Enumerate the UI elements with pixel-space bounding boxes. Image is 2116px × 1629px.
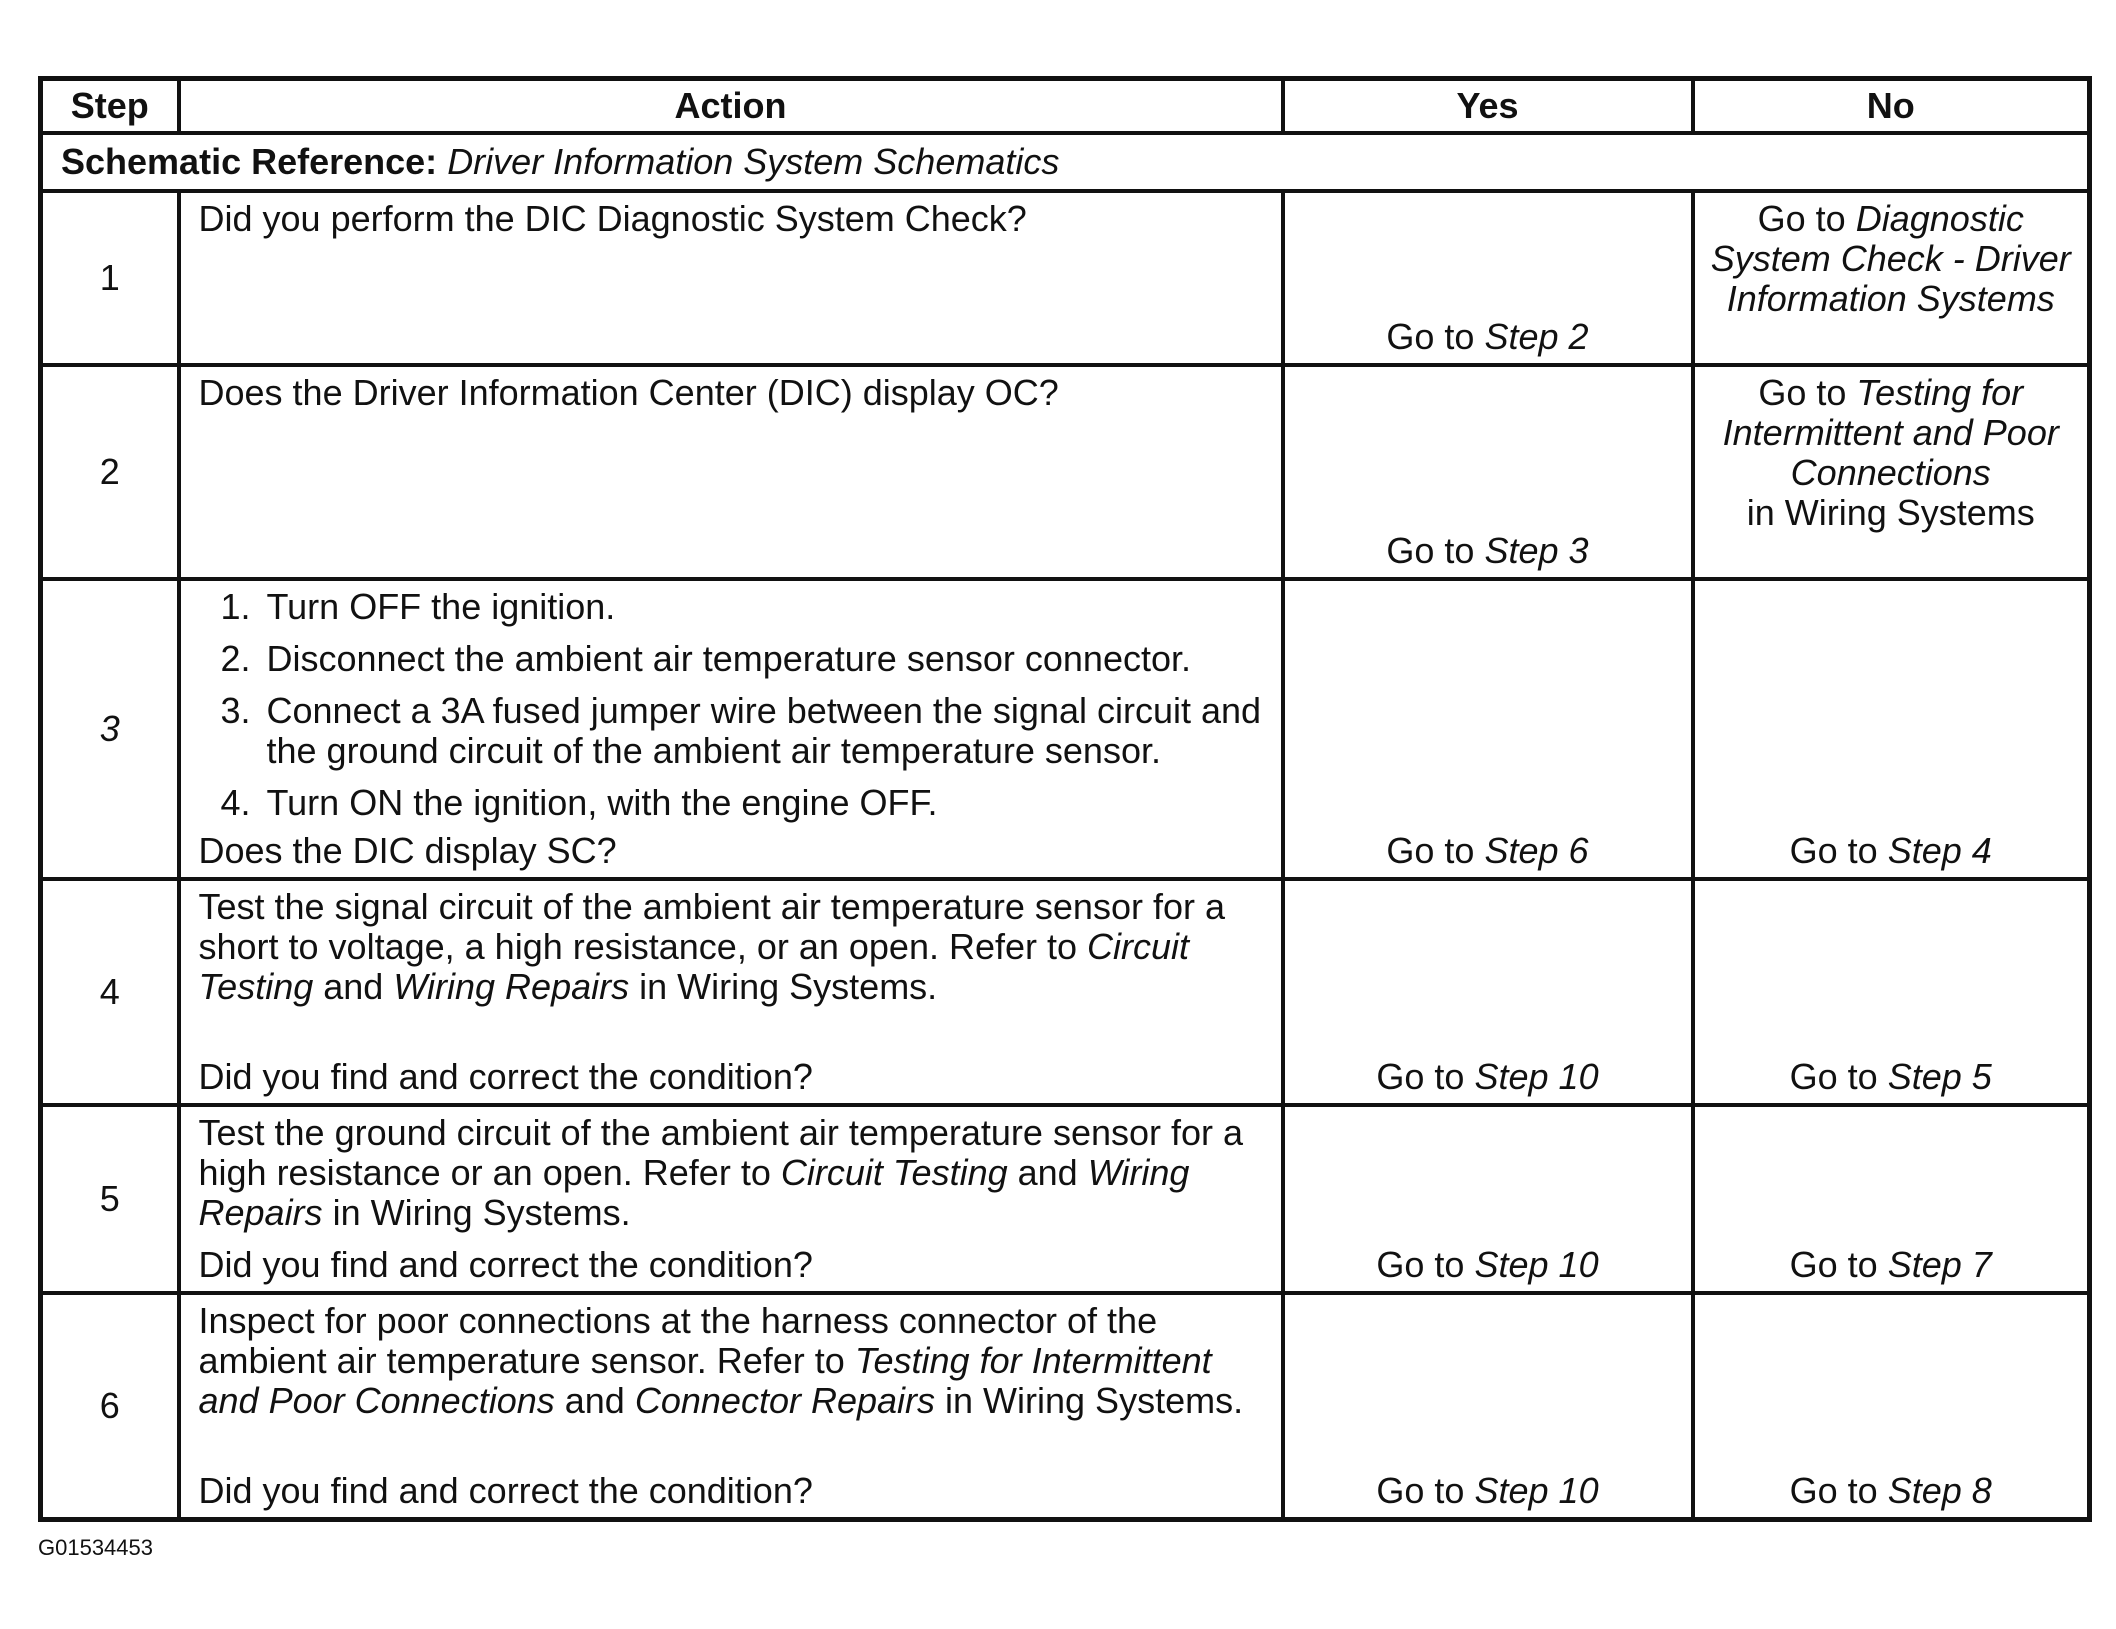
no-cell [1693, 579, 2090, 879]
go-to-label: Go to [1386, 830, 1475, 871]
table-row [41, 879, 2090, 1105]
substep-item: 4. Turn ON the ignition, with the engine OFF. [261, 783, 1263, 823]
go-to-label: Go to [1386, 530, 1475, 571]
step-number: 6 [41, 1293, 179, 1519]
no-suffix: in Wiring Systems [1746, 492, 2035, 533]
yes-cell [1283, 191, 1693, 365]
no-link[interactable]: Diagnostic System Check - Driver Information Systems [1710, 198, 2071, 319]
instruction-text: in Wiring Systems. [945, 1380, 1244, 1421]
yes-link[interactable]: Step 10 [1474, 1469, 1599, 1511]
instruction-text: in Wiring Systems. [639, 966, 938, 1007]
instruction-text: and [564, 1380, 625, 1421]
no-link[interactable]: Testing for Intermittent and Poor Connections [1722, 372, 2059, 493]
schematic-reference-label: Schematic Reference: [61, 141, 438, 182]
go-to-label: Go to [1789, 1469, 1878, 1511]
substep-item: 2. Disconnect the ambient air temperature sensor connector. [261, 639, 1263, 679]
action-cell [179, 191, 1283, 365]
schematic-reference [41, 133, 2090, 191]
action-instructions [199, 887, 1263, 1007]
yes-cell [1283, 1105, 1693, 1293]
no-cell [1693, 191, 2090, 365]
table-row [41, 1293, 2090, 1519]
step-number: 2 [41, 365, 179, 579]
go-to-label: Go to [1376, 1056, 1465, 1097]
reference-link[interactable]: Testing for Intermittent and Poor Connections [198, 1340, 1212, 1421]
action-question: Does the DIC display SC? [198, 830, 617, 871]
instruction-text: in Wiring Systems. [332, 1192, 631, 1233]
instruction-text: Test the ground circuit of the ambient air temperature sensor for a high resistance or an open. Refer to [198, 1112, 1244, 1193]
table-row [41, 1105, 2090, 1293]
no-link[interactable]: Step 5 [1887, 1056, 1992, 1097]
go-to-label: Go to [1789, 1244, 1878, 1285]
table-row [41, 579, 2090, 879]
header-row [41, 79, 2090, 134]
instruction-text: and [1017, 1152, 1078, 1193]
go-to-label: Go to [1376, 1244, 1465, 1285]
action-cell [179, 365, 1283, 579]
action-question: Does the Driver Information Center (DIC) display OC? [198, 372, 1059, 413]
no-link[interactable]: Step 7 [1887, 1244, 1992, 1285]
step-number: 3 [41, 579, 179, 879]
reference-link[interactable]: Circuit Testing [198, 926, 1190, 1007]
action-instructions [199, 1301, 1263, 1421]
instruction-text: Test the signal circuit of the ambient air temperature sensor for a short to voltage, a high resistance, or an open. Refer to [198, 886, 1225, 967]
yes-link[interactable]: Step 10 [1474, 1056, 1599, 1097]
substep-item: 3. Connect a 3A fused jumper wire between the signal circuit and the ground circuit of the ambient air temperature sensor. [261, 691, 1263, 771]
schematic-reference-row [41, 133, 2090, 191]
go-to-label: Go to [1789, 1056, 1878, 1097]
action-cell [179, 1293, 1283, 1519]
yes-link[interactable]: Step 2 [1484, 316, 1589, 357]
substep-list [199, 587, 1263, 823]
diagnostic-table [38, 76, 2092, 1522]
action-question: Did you find and correct the condition? [198, 1244, 813, 1285]
schematic-reference-link[interactable]: Driver Information System Schematics [447, 141, 1060, 182]
instruction-text: Inspect for poor connections at the harness connector of the ambient air temperature sensor. Refer to [198, 1300, 1158, 1381]
no-link[interactable]: Step 8 [1887, 1469, 1992, 1511]
no-cell [1693, 1105, 2090, 1293]
header-action: Action [179, 79, 1283, 134]
reference-link[interactable]: Connector Repairs [634, 1380, 936, 1421]
no-link[interactable]: Step 4 [1887, 830, 1992, 871]
action-cell [179, 579, 1283, 879]
no-cell [1693, 879, 2090, 1105]
header-yes: Yes [1283, 79, 1693, 134]
reference-link[interactable]: Circuit Testing [780, 1152, 1008, 1193]
step-number: 4 [41, 879, 179, 1105]
reference-link[interactable]: Wiring Repairs [198, 1152, 1190, 1233]
step-number: 1 [41, 191, 179, 365]
yes-cell [1283, 879, 1693, 1105]
no-cell [1693, 1293, 2090, 1519]
action-question: Did you find and correct the condition? [198, 1469, 813, 1511]
instruction-text: and [323, 966, 384, 1007]
substep-item: 1. Turn OFF the ignition. [261, 587, 1263, 627]
action-question: Did you find and correct the condition? [198, 1056, 813, 1097]
yes-cell [1283, 365, 1693, 579]
action-instructions [199, 1113, 1263, 1233]
action-cell [179, 879, 1283, 1105]
header-step: Step [41, 79, 179, 134]
reference-link[interactable]: Wiring Repairs [393, 966, 630, 1007]
go-to-label: Go to [1758, 372, 1847, 413]
yes-link[interactable]: Step 3 [1484, 530, 1589, 571]
yes-cell [1283, 579, 1693, 879]
header-no: No [1693, 79, 2090, 134]
go-to-label: Go to [1789, 830, 1878, 871]
no-cell [1693, 365, 2090, 579]
yes-link[interactable]: Step 10 [1474, 1244, 1599, 1285]
figure-id: G01534453 [38, 1535, 153, 1560]
step-number: 5 [41, 1105, 179, 1293]
yes-cell [1283, 1293, 1693, 1519]
go-to-label: Go to [1386, 316, 1475, 357]
table-row [41, 191, 2090, 365]
go-to-label: Go to [1757, 198, 1846, 239]
action-cell [179, 1105, 1283, 1293]
table-row [41, 365, 2090, 579]
action-question: Did you perform the DIC Diagnostic System Check? [198, 198, 1027, 239]
go-to-label: Go to [1376, 1469, 1465, 1511]
yes-link[interactable]: Step 6 [1484, 830, 1589, 871]
